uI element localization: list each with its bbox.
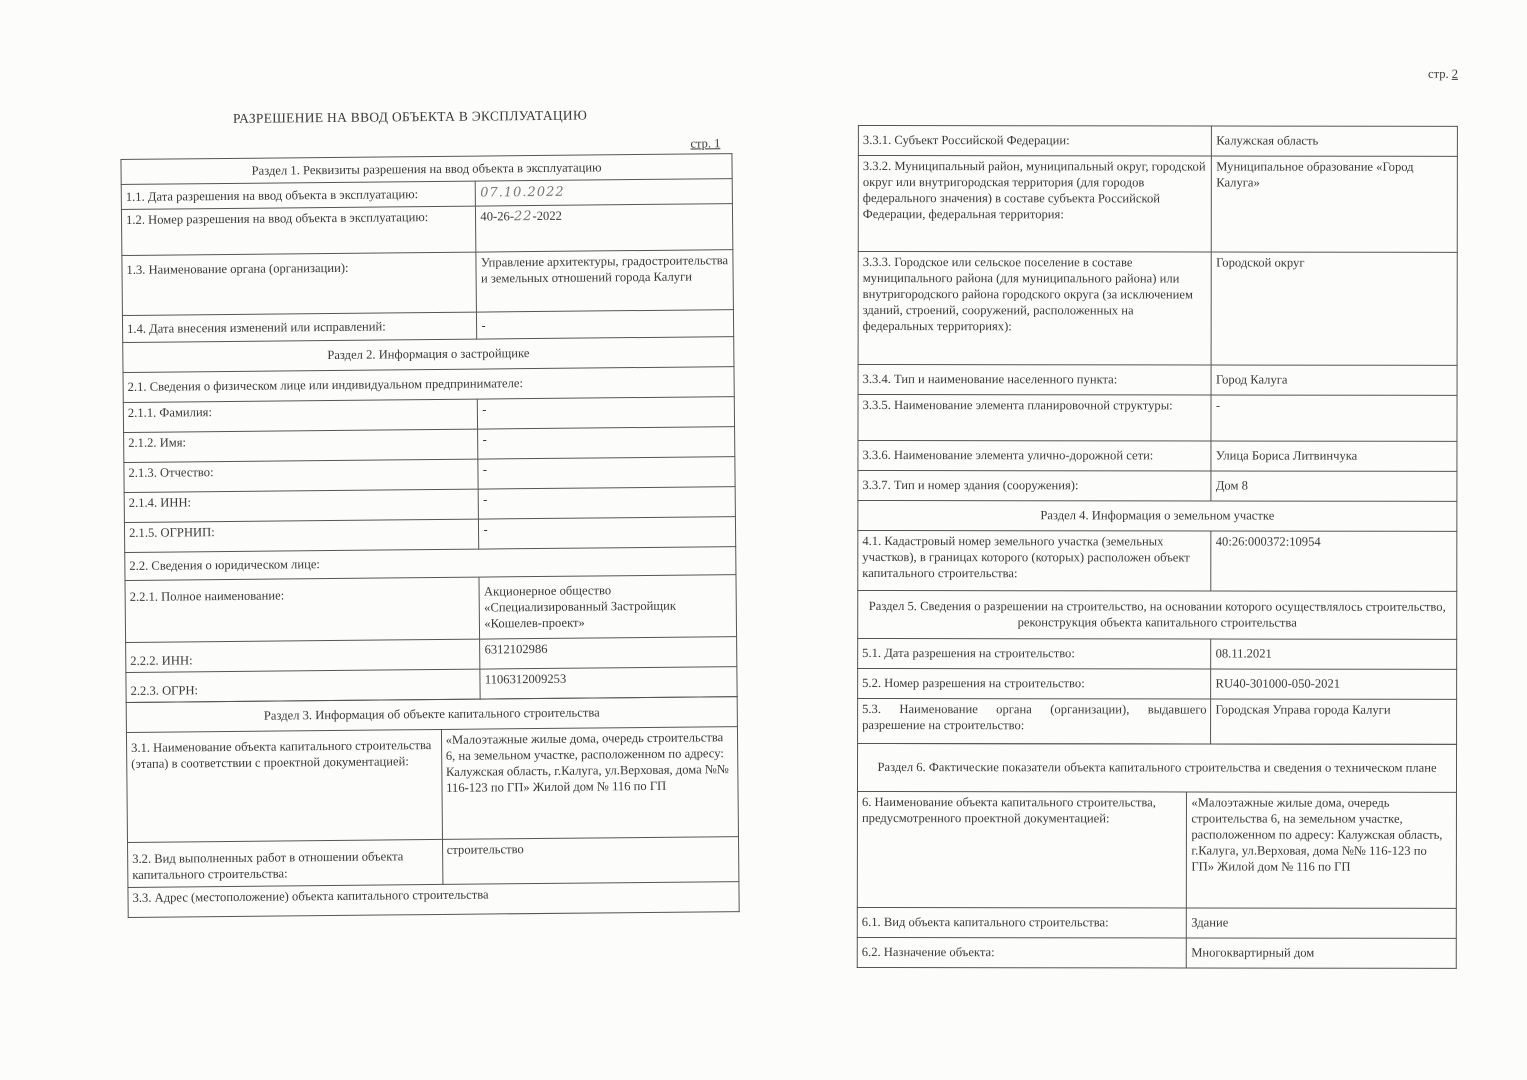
field-1-4-label: 1.4. Дата внесения изменений или исправлений: bbox=[122, 312, 477, 342]
field-3-3-6-value: Улица Бориса Литвинчука bbox=[1211, 441, 1457, 471]
field-5-1-value: 08.11.2021 bbox=[1211, 639, 1457, 669]
field-2-1-2-value: - bbox=[478, 427, 735, 459]
field-5-3-label: 5.3. Наименование органа (организации), выдавшего разрешение на строительство: bbox=[858, 699, 1211, 744]
field-5-1-label: 5.1. Дата разрешения на строительство: bbox=[858, 639, 1211, 669]
field-2-1-4-label: 2.1.4. ИНН: bbox=[124, 489, 479, 522]
field-1-2-label: 1.2. Номер разрешения на ввод объекта в эксплуатацию: bbox=[121, 206, 476, 255]
field-3-1-value: «Малоэтажные жилые дома, очередь строительства 6, на земельном участке, расположенном по адресу: Калужская область, г.Калуга, ул.Верховая, дома №№ 116-123 по ГП» Жилой дом № 116 по ГП bbox=[441, 727, 738, 840]
permit-table-page-2 bbox=[857, 125, 1458, 745]
field-5-3-value: Городская Управа города Калуги bbox=[1211, 699, 1457, 744]
field-2-1-label: 2.1. Сведения о физическом лице или индивидуальном предпринимателе: bbox=[123, 367, 734, 403]
section-4-heading: Раздел 4. Информация о земельном участке bbox=[858, 501, 1457, 532]
field-2-2-1-value: Акционерное общество «Специализированный Застройщик «Кошелев-проект» bbox=[479, 575, 736, 639]
field-3-3-label: 3.3. Адрес (местоположение) объекта капитального строительства bbox=[128, 882, 739, 918]
field-2-1-5-value: - bbox=[479, 517, 736, 549]
field-2-2-3-value: 1106312009253 bbox=[480, 667, 737, 699]
page-number-1: стр. 1 bbox=[690, 136, 721, 151]
permit-table-page-2-section-6 bbox=[857, 743, 1457, 969]
field-4-1-label: 4.1. Кадастровый номер земельного участка (земельных участков), в границах которого (которых) расположен объект капитального строительства: bbox=[858, 531, 1211, 591]
field-1-1-label: 1.1. Дата разрешения на ввод объекта в эксплуатацию: bbox=[121, 181, 476, 209]
field-3-3-3-value: Городской округ bbox=[1211, 252, 1457, 365]
page-2 bbox=[857, 66, 1458, 969]
field-3-3-4-label: 3.3.4. Тип и наименование населенного пункта: bbox=[858, 365, 1211, 395]
field-3-3-5-value: - bbox=[1211, 395, 1457, 441]
field-6-value: «Малоэтажные жилые дома, очередь строительства 6, на земельном участке, расположенном по адресу: Калужская область, г.Калуга, ул.Верховая, дома №№ 116-123 по ГП» Жилой дом № 116 по ГП bbox=[1187, 792, 1457, 908]
field-2-2-label: 2.2. Сведения о юридическом лице: bbox=[125, 547, 736, 581]
field-3-3-7-value: Дом 8 bbox=[1211, 471, 1457, 501]
field-2-2-2-label: 2.2.2. ИНН: bbox=[126, 639, 481, 672]
field-3-3-7-label: 3.3.7. Тип и номер здания (сооружения): bbox=[858, 471, 1211, 501]
field-3-3-2-value: Муниципальное образование «Город Калуга» bbox=[1212, 156, 1458, 252]
field-5-2-value: RU40-301000-050-2021 bbox=[1211, 669, 1457, 699]
permit-table-page-1 bbox=[120, 153, 737, 703]
field-2-1-1-label: 2.1.1. Фамилия: bbox=[123, 399, 478, 432]
field-6-1-label: 6.1. Вид объекта капитального строительства: bbox=[857, 907, 1186, 937]
field-3-3-1-label: 3.3.1. Субъект Российской Федерации: bbox=[858, 126, 1211, 156]
section-3-heading: Раздел 3. Информация об объекте капитального строительства bbox=[126, 697, 737, 733]
field-1-4-value: - bbox=[477, 310, 734, 339]
field-2-2-1-label: 2.2.1. Полное наименование: bbox=[125, 577, 480, 642]
field-1-3-value: Управление архитектуры, градостроительства и земельных отношений города Калуги bbox=[476, 250, 733, 312]
field-2-1-3-value: - bbox=[478, 457, 735, 489]
field-2-1-3-label: 2.1.3. Отчество: bbox=[124, 459, 479, 492]
field-2-1-5-label: 2.1.5. ОГРНИП: bbox=[124, 519, 479, 552]
section-1-heading: Раздел 1. Реквизиты разрешения на ввод объекта в эксплуатацию bbox=[121, 154, 732, 185]
page-number-2: стр. 2 bbox=[1428, 66, 1458, 81]
field-3-3-6-label: 3.3.6. Наименование элемента улично-дорожной сети: bbox=[858, 441, 1211, 471]
field-1-1-value: 07.10.2022 bbox=[476, 179, 733, 206]
field-3-2-value: строительство bbox=[442, 837, 739, 885]
field-3-2-label: 3.2. Вид выполненных работ в отношении объекта капитального строительства: bbox=[128, 839, 443, 887]
field-2-1-1-value: - bbox=[478, 397, 735, 429]
field-1-2-value: 40-26-22-2022 bbox=[476, 204, 733, 252]
field-3-3-4-value: Город Калуга bbox=[1211, 365, 1457, 395]
section-2-heading: Раздел 2. Информация о застройщике bbox=[123, 337, 734, 373]
field-6-label: 6. Наименование объекта капитального строительства, предусмотренного проектной документацией: bbox=[857, 792, 1187, 908]
page-1 bbox=[120, 106, 740, 918]
field-2-1-2-label: 2.1.2. Имя: bbox=[124, 429, 479, 462]
field-5-2-label: 5.2. Номер разрешения на строительство: bbox=[858, 669, 1211, 699]
field-6-2-label: 6.2. Назначение объекта: bbox=[857, 937, 1186, 967]
field-2-2-3-label: 2.2.3. ОГРН: bbox=[126, 669, 481, 702]
field-6-1-value: Здание bbox=[1187, 908, 1457, 938]
field-3-3-3-label: 3.3.3. Городское или сельское поселение в составе муниципального района (для муниципального района) или внутригородского района городского округа (за исключением зданий, строений, сооружений, расположенных на федеральных территориях): bbox=[858, 252, 1212, 365]
field-2-2-2-value: 6312102986 bbox=[480, 637, 737, 669]
field-3-3-5-label: 3.3.5. Наименование элемента планировочной структуры: bbox=[858, 395, 1211, 441]
field-3-3-1-value: Калужская область bbox=[1212, 126, 1458, 156]
field-3-3-2-label: 3.3.2. Муниципальный район, муниципальный округ, городской округ или внутригородская территория (для городов федерального значения) в составе субъекта Российской Федерации, федеральная территория: bbox=[858, 156, 1212, 252]
field-6-2-value: Многоквартирный дом bbox=[1187, 938, 1457, 968]
permit-table-page-1-section-3 bbox=[126, 696, 740, 918]
section-5-heading: Раздел 5. Сведения о разрешении на строительство, на основании которого осуществлялось строительство, реконструкция объекта капитального строительства bbox=[858, 591, 1457, 640]
field-1-3-label: 1.3. Наименование органа (организации): bbox=[122, 252, 477, 315]
section-6-heading: Раздел 6. Фактические показатели объекта капитального строительства и сведения о техническом плане bbox=[857, 744, 1456, 793]
field-2-1-4-value: - bbox=[479, 487, 736, 519]
field-4-1-value: 40:26:000372:10954 bbox=[1211, 531, 1457, 591]
field-3-1-label: 3.1. Наименование объекта капитального строительства (этапа) в соответствии с проектной документацией: bbox=[126, 729, 442, 842]
document-title: РАЗРЕШЕНИЕ НА ВВОД ОБЪЕКТА В ЭКСПЛУАТАЦИЮ bbox=[232, 107, 588, 126]
